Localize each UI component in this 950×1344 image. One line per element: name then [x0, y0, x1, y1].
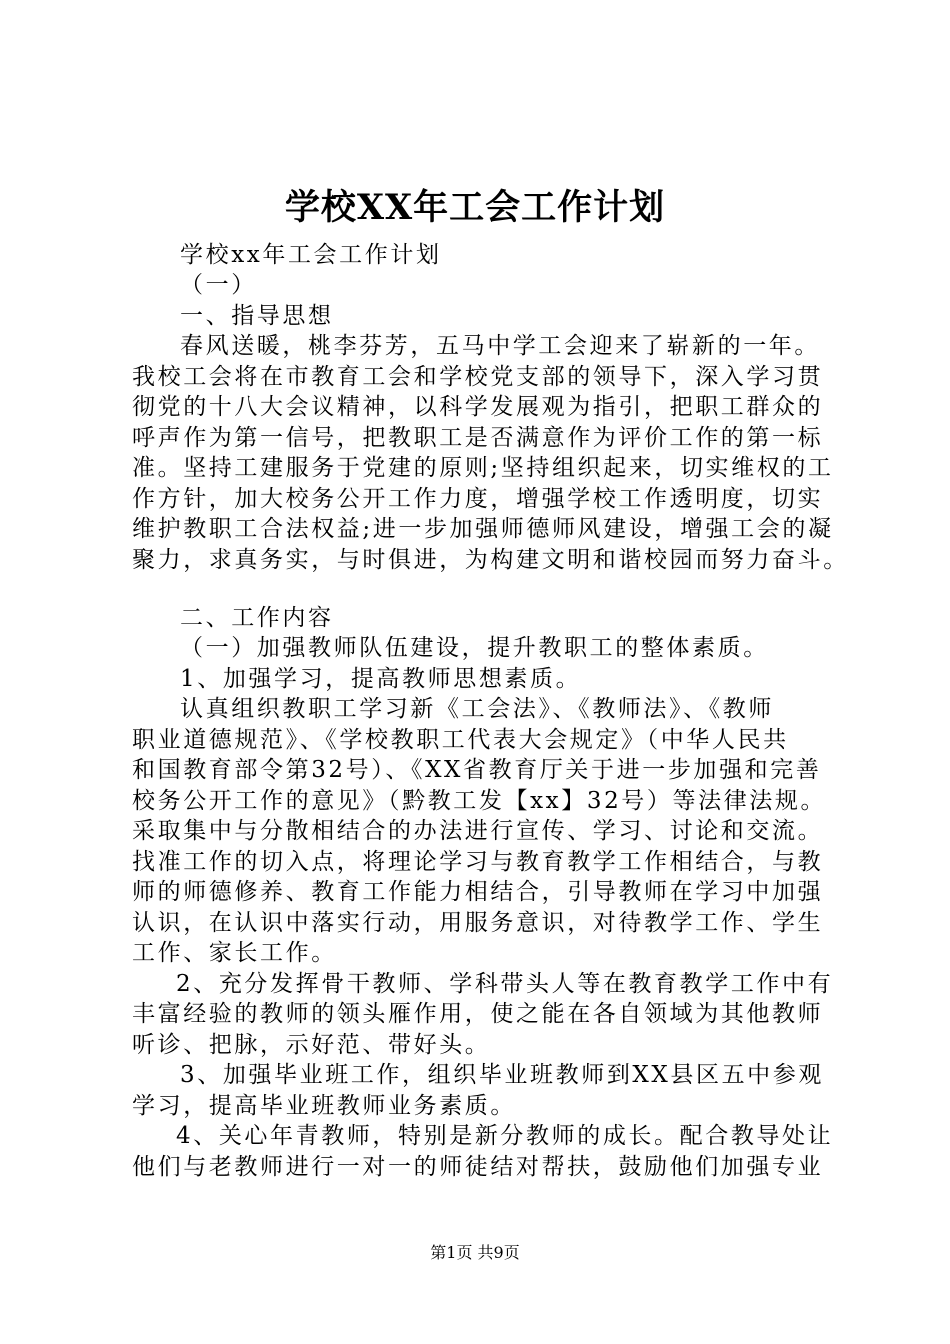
body-line: 2、充分发挥骨干教师、学科带头人等在教育教学工作中有 [176, 971, 834, 997]
body-line: 和国教育部令第32号）、《XX省教育厅关于进一步加强和完善 [132, 757, 822, 783]
body-line: （一） [180, 272, 257, 298]
body-line: 彻党的十八大会议精神，以科学发展观为指引，把职工群众的 [132, 394, 824, 420]
body-line: 我校工会将在市教育工会和学校党支部的领导下，深入学习贯 [132, 364, 824, 390]
body-line: 学校xx年工会工作计划 [180, 242, 442, 268]
body-line: 学习，提高毕业班教师业务素质。 [132, 1093, 516, 1119]
body-line: 春风送暖，桃李芬芳，五马中学工会迎来了崭新的一年。 [180, 333, 820, 359]
body-line: 他们与老教师进行一对一的师徒结对帮扶，鼓励他们加强专业 [132, 1154, 824, 1180]
body-line: 校务公开工作的意见》（黔教工发【xx】32号）等法律法规。 [132, 788, 827, 814]
body-line: 丰富经验的教师的领头雁作用，使之能在各自领域为其他教师 [132, 1001, 824, 1027]
body-line: 认真组织教职工学习新《工会法》、《教师法》、《教师 [180, 696, 774, 722]
body-line: 师的师德修养、教育工作能力相结合，引导教师在学习中加强 [132, 879, 824, 905]
body-line: 一、指导思想 [180, 303, 334, 329]
body-line: 职业道德规范》、《学校教职工代表大会规定》（中华人民共 [132, 727, 789, 753]
body-line: 听诊、把脉，示好范、带好头。 [132, 1032, 491, 1058]
body-line: 呼声作为第一信号，把教职工是否满意作为评价工作的第一标 [132, 425, 824, 451]
page-footer: 第1页 共9页 [430, 1243, 520, 1262]
body-line: 找准工作的切入点，将理论学习与教育教学工作相结合，与教 [132, 849, 824, 875]
body-line: 准。坚持工建服务于党建的原则;坚持组织起来，切实维权的工 [132, 455, 834, 481]
body-line: 聚力，求真务实，与时俱进，为构建文明和谐校园而努力奋斗。 [132, 547, 849, 573]
body-line: 维护教职工合法权益;进一步加强师德师风建设，增强工会的凝 [132, 516, 834, 542]
body-line: 二、工作内容 [180, 605, 334, 631]
document-title: 学校XX年工会工作计划 [284, 187, 666, 228]
body-line: 4、关心年青教师，特别是新分教师的成长。配合教导处让 [176, 1123, 834, 1149]
body-line: 作方针，加大校务公开工作力度，增强学校工作透明度，切实 [132, 486, 824, 512]
body-line: 1、加强学习，提高教师思想素质。 [180, 666, 582, 692]
body-line: 采取集中与分散相结合的办法进行宣传、学习、讨论和交流。 [132, 818, 824, 844]
body-line: 3、加强毕业班工作，组织毕业班教师到XX县区五中参观 [180, 1062, 824, 1088]
body-line: 工作、家长工作。 [132, 940, 337, 966]
body-line: （一）加强教师队伍建设，提升教职工的整体素质。 [180, 635, 769, 661]
body-line: 认识，在认识中落实行动，用服务意识，对待教学工作、学生 [132, 910, 824, 936]
